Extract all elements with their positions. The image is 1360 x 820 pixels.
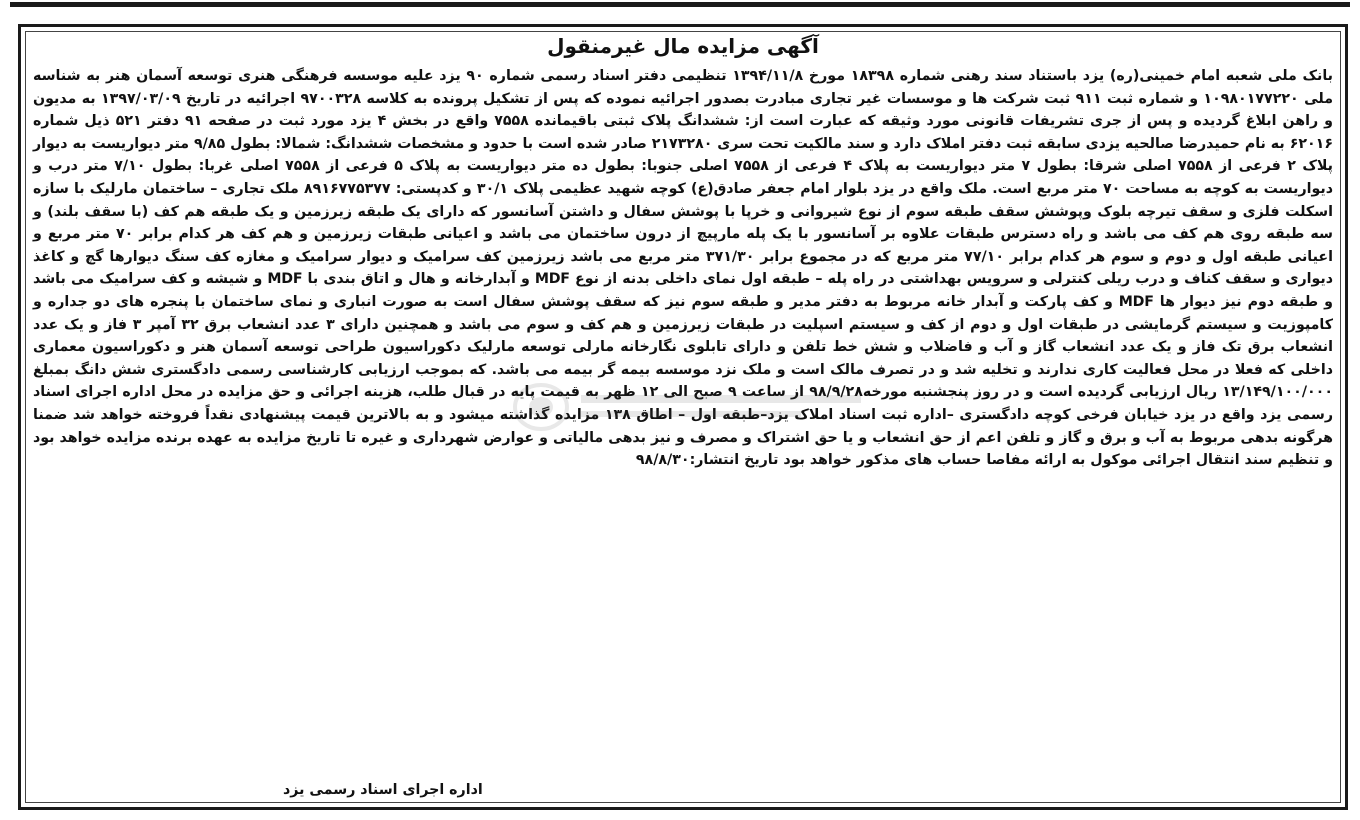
issuer-signature: اداره اجرای اسناد رسمی یزد [283, 782, 483, 798]
notice-title: آگهی مزایده مال غیرمنقول [547, 34, 819, 58]
top-rule [10, 2, 1350, 7]
auction-notice [18, 24, 1348, 810]
top-border-strip [0, 0, 1360, 16]
notice-footer [33, 779, 1333, 801]
notice-body-text: بانک ملی شعبه امام خمینی(ره) یزد باستناد سند رهنی شماره ۱۸۳۹۸ مورخ ۱۳۹۴/۱۱/۸ تنظیمی دفتر اسناد رسمی شماره ۹۰ یزد علیه موسسه فرهنگی هنری توسعه آسمان هنر به شناسه ملی ۱۰۹۸۰۱۷۷۲۲۰ و شماره ثبت ۹۱۱ ثبت شرکت ها و موسسات غیر تجاری مبادرت بصدور اجرائیه نموده که پس از تشکیل پرونده به کلاسه ۹۷۰۰۳۲۸ اجرائیه در تاریخ ۱۳۹۷/۰۳/۰۹ به مدیون و راهن ابلاغ گردیده و پس از جری تشریفات قانونی مورد وثیقه که عبارت است از: ششدانگ پلاک ثبتی باقیمانده ۷۵۵۸ واقع در بخش ۴ یزد مورد ثبت در صفحه ۹۱ دفتر ۵۲۱ ذیل شماره ۶۲۰۱۶ به نام حمیدرضا صالحیه یزدی سابقه ثبت دفتر املاک دارد و سند مالکیت تحت سری ۲۱۷۳۲۸۰ صادر شده است با حدود و مشخصات ششدانگ: شمالا: بطول ۹/۸۵ متر دیواریست به دیوار پلاک ۲ فرعی از ۷۵۵۸ اصلی شرقا: بطول ۷ متر دیواریست به پلاک ۴ فرعی از ۷۵۵۸ اصلی جنوبا: بطول ده متر دیواریست به پلاک ۵ فرعی از ۷۵۵۸ اصلی غربا: بطول ۷/۱۰ متر درب و دیواریست به کوچه به مساحت ۷۰ متر مربع است. ملک واقع در یزد بلوار امام جعفر صادق(ع) کوچه شهید عظیمی پلاک ۳۰/۱ و کدپستی: ۸۹۱۶۷۷۵۳۷۷ ملک تجاری – ساختمان مارلیک با سازه اسکلت فلزی و سقف تیرچه بلوک وپوشش سقف طبقه سوم از نوع شیروانی و خرپا با پوشش سفال و داشتن آسانسور که دارای یک طبقه زیرزمین و یک طبقه هم کف (با سقف بلند) و سه طبقه روی هم کف می باشد و راه دسترس طبقات علاوه بر آسانسور با یک پله مارپیچ از درون ساختمان می باشد و اعیانی طبقات زیرزمین و هم کف هر کدام برابر ۷۰ متر مربع و اعیانی طبقه اول و دوم و سوم هر کدام برابر ۷۷/۱۰ متر مربع که در مجموع برابر ۳۷۱/۳۰ متر مربع می باشد زیرزمین کف سرامیک و دیوار سرامیک و مغازه کف سنگ دیوارها گچ و کاغذ دیواری و سقف کناف و درب ریلی کنترلی و سرویس بهداشتی در راه پله – طبقه اول نمای داخلی بدنه از نوع MDF و آبدارخانه و هال و اتاق بندی با MDF و شیشه و کف سرامیک می باشد و طبقه دوم نیز دیوار ها MDF و کف پارکت و آبدار خانه مربوط به دفتر مدیر و طبقه سوم نیز که سقف پوشش سفال است به صورت انباری و نمای ساختمان با پنجره های دو جداره و کامپوزیت و سیستم گرمایشی در طبقات اول و دوم از کف و سیستم اسپلیت در طبقات زیرزمین و هم کف و سوم می باشد و همچنین دارای ۳ عدد انشعاب برق ۳۲ آمپر ۳ فاز و یک عدد انشعاب برق تک فاز و یک عدد انشعاب گاز و آب و فاضلاب و شش خط تلفن و دارای تابلوی نگارخانه مارلی توسعه مارلیک دکوراسیون طراحی توسعه آسمان هنر و دکوراسیون معماری داخلی که فعلا در محل فعالیت کاری ندارند و تخلیه شد و در تصرف مالک است و ملک نزد موسسه بیمه گر بیمه می باشد. که بموجب ارزیابی کارشناسی رسمی دادگستری شش دانگ بمبلغ ۱۳/۱۴۹/۱۰۰/۰۰۰ ریال ارزیابی گردیده است و در روز پنجشنبه مورخه۹۸/۹/۲۸ از ساعت ۹ صبح الی ۱۲ ظهر به قیمت پایه در قبال طلب، هزینه اجرائی و حق مزایده در محل اداره اجرای اسناد رسمی یزد واقع در یزد خیابان فرخی کوچه دادگستری –اداره ثبت اسناد املاک یزد–طبقه اول – اطاق ۱۳۸ مزایده گذاشته میشود و به بالاترین قیمت پیشنهادی نقداً فروخته خواهد شد ضمنا هرگونه بدهی مربوط به آب و برق و گاز و تلفن اعم از حق انشعاب و یا حق اشتراک و مصرف و نیز بدهی مالیاتی و عوارض شهرداری و غیره تا تاریخ مزایده به عهده برنده مزایده خواهد بود و تنظیم سند انتقال اجرائی موکول به ارائه مفاصا حساب های مذکور خواهد بود تاریخ انتشار:۹۸/۸/۳۰ [33, 68, 1334, 469]
notice-body [33, 65, 1333, 472]
